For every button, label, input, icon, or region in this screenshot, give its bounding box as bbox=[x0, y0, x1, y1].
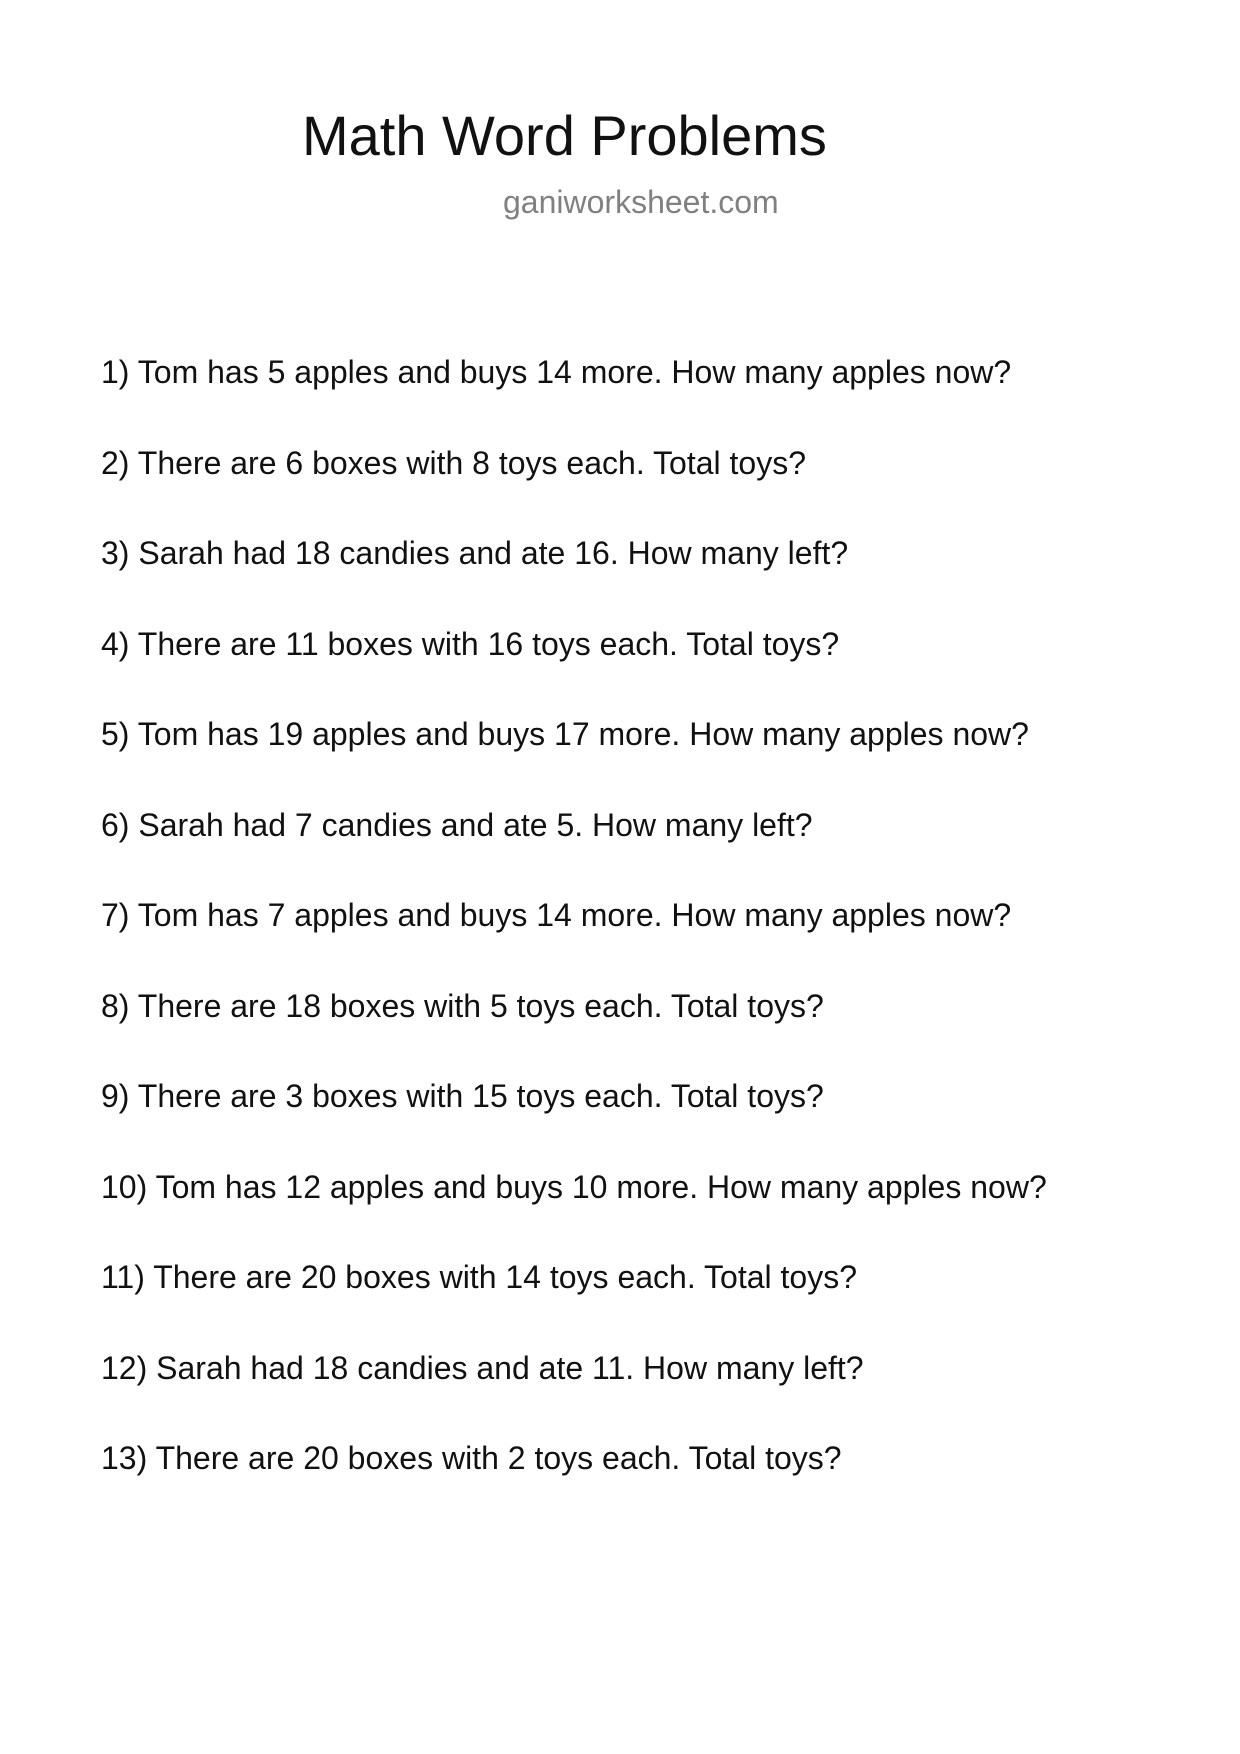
problem-8: 8) There are 18 boxes with 5 toys each. Total toys? bbox=[101, 987, 824, 1024]
problem-2: 2) There are 6 boxes with 8 toys each. Total toys? bbox=[101, 444, 806, 481]
problem-11: 11) There are 20 boxes with 14 toys each. Total toys? bbox=[101, 1259, 857, 1295]
problem-1: 1) Tom has 5 apples and buys 14 more. How many apples now? bbox=[101, 354, 1012, 390]
problem-9: 9) There are 3 boxes with 15 toys each. Total toys? bbox=[101, 1078, 824, 1114]
problem-6: 6) Sarah had 7 candies and ate 5. How many left? bbox=[101, 806, 813, 843]
problem-12: 12) Sarah had 18 candies and ate 11. How many left? bbox=[101, 1349, 864, 1386]
problem-10: 10) Tom has 12 apples and buys 10 more. How many apples now? bbox=[101, 1168, 1047, 1205]
problem-4: 4) There are 11 boxes with 16 toys each. Total toys? bbox=[101, 625, 840, 662]
problem-list bbox=[101, 344, 1047, 1521]
page-title: Math Word Problems bbox=[302, 104, 827, 167]
problem-7: 7) Tom has 7 apples and buys 14 more. How many apples now? bbox=[101, 897, 1012, 933]
problem-5: 5) Tom has 19 apples and buys 17 more. How many apples now? bbox=[101, 716, 1029, 752]
website-label: ganiworksheet.com bbox=[503, 184, 779, 220]
problem-3: 3) Sarah had 18 candies and ate 16. How many left? bbox=[101, 535, 849, 571]
problem-13: 13) There are 20 boxes with 2 toys each. Total toys? bbox=[101, 1440, 842, 1476]
